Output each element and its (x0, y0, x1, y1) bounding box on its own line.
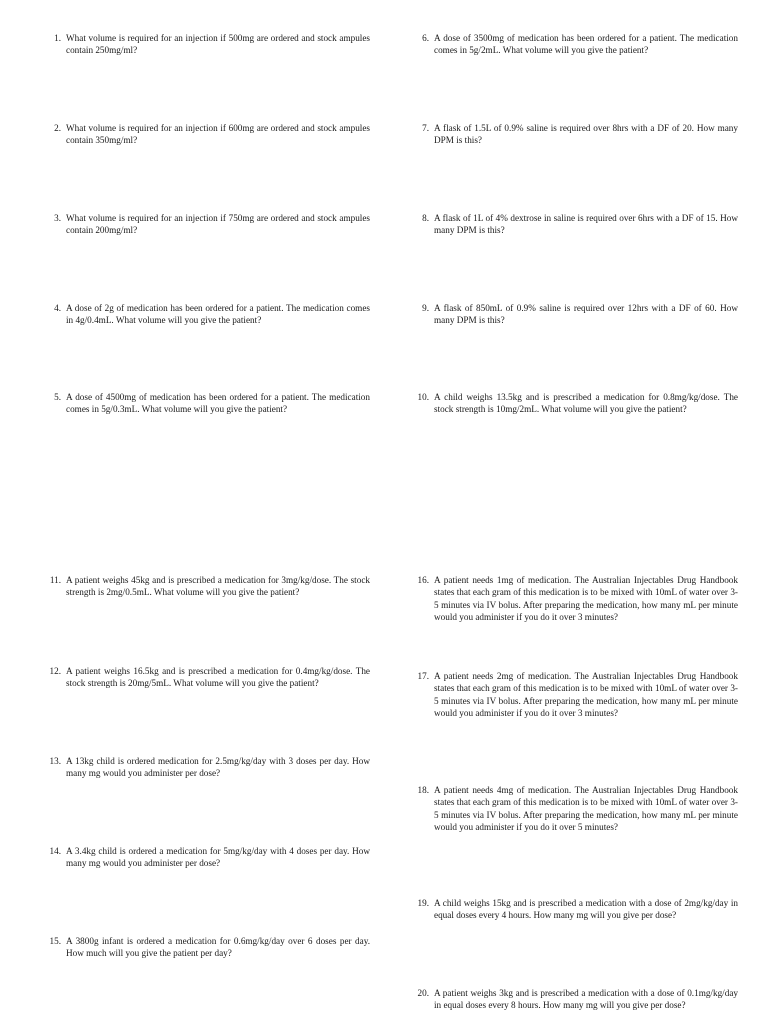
question-text: A flask of 850mL of 0.9% saline is required over 12hrs with a DF of 60. How many DPM is this? (434, 303, 738, 326)
question-number: 11. (49, 575, 61, 585)
question-14 (44, 845, 370, 870)
question-1 (44, 32, 370, 57)
question-number: 3. (54, 213, 61, 223)
question-9 (412, 302, 738, 327)
question-text: A patient weighs 3kg and is prescribed a medication with a dose of 0.1mg/kg/day in equal doses every 8 hours. How many mg will you give per dose? (434, 988, 738, 1011)
question-text: A 3.4kg child is ordered a medication for 5mg/kg/day with 4 doses per day. How many mg would you administer per dose? (66, 846, 370, 869)
question-text: A flask of 1.5L of 0.9% saline is required over 8hrs with a DF of 20. How many DPM is this? (434, 123, 738, 146)
question-5 (44, 391, 370, 416)
question-20 (412, 987, 738, 1012)
question-number: 18. (417, 785, 429, 795)
question-19 (412, 897, 738, 922)
question-number: 10. (417, 392, 429, 402)
question-text: A patient weighs 16.5kg and is prescribed a medication for 0.4mg/kg/dose. The stock strength is 20mg/5mL. What volume will you give the patient? (66, 666, 370, 689)
question-number: 7. (422, 123, 429, 133)
question-text: A dose of 4500mg of medication has been ordered for a patient. The medication comes in 5g/0.3mL. What volume will you give the patient? (66, 392, 370, 415)
question-number: 8. (422, 213, 429, 223)
question-2 (44, 122, 370, 147)
question-11 (44, 574, 370, 599)
question-number: 19. (417, 898, 429, 908)
question-text: A dose of 2g of medication has been ordered for a patient. The medication comes in 4g/0.4mL. What volume will you give the patient? (66, 303, 370, 326)
question-number: 2. (54, 123, 61, 133)
question-16 (412, 574, 738, 623)
question-8 (412, 212, 738, 237)
question-text: A 3800g infant is ordered a medication for 0.6mg/kg/day over 6 doses per day. How much will you give the patient per day? (66, 936, 370, 959)
question-text: A patient needs 1mg of medication. The Australian Injectables Drug Handbook states that each gram of this medication is to be mixed with 10mL of water over 3-5 minutes via IV bolus. After preparing the medication, how many mL per minute would you administer if you do it over 3 minutes? (434, 575, 738, 622)
question-number: 6. (422, 33, 429, 43)
question-number: 13. (49, 756, 61, 766)
question-12 (44, 665, 370, 690)
question-text: A child weighs 13.5kg and is prescribed a medication for 0.8mg/kg/dose. The stock strength is 10mg/2mL. What volume will you give the patient? (434, 392, 738, 415)
question-4 (44, 302, 370, 327)
question-10 (412, 391, 738, 416)
question-number: 4. (54, 303, 61, 313)
question-number: 9. (422, 303, 429, 313)
question-text: What volume is required for an injection if 600mg are ordered and stock ampules contain 350mg/ml? (66, 123, 370, 146)
question-text: What volume is required for an injection if 750mg are ordered and stock ampules contain 200mg/ml? (66, 213, 370, 236)
question-number: 14. (49, 846, 61, 856)
question-text: What volume is required for an injection if 500mg are ordered and stock ampules contain 250mg/ml? (66, 33, 370, 56)
question-6 (412, 32, 738, 57)
question-number: 12. (49, 666, 61, 676)
question-18 (412, 784, 738, 833)
question-text: A patient weighs 45kg and is prescribed a medication for 3mg/kg/dose. The stock strength is 2mg/0.5mL. What volume will you give the patient? (66, 575, 370, 598)
question-text: A 13kg child is ordered medication for 2.5mg/kg/day with 3 doses per day. How many mg would you administer per dose? (66, 756, 370, 779)
question-number: 16. (417, 575, 429, 585)
question-text: A patient needs 2mg of medication. The Australian Injectables Drug Handbook states that each gram of this medication is to be mixed with 10mL of water over 3-5 minutes via IV bolus. After preparing the medication, how many mL per minute would you administer if you do it over 3 minutes? (434, 671, 738, 718)
question-text: A child weighs 15kg and is prescribed a medication with a dose of 2mg/kg/day in equal doses every 4 hours. How many mg will you give per dose? (434, 898, 738, 921)
question-number: 17. (417, 671, 429, 681)
question-number: 5. (54, 392, 61, 402)
question-text: A dose of 3500mg of medication has been ordered for a patient. The medication comes in 5g/2mL. What volume will you give the patient? (434, 33, 738, 56)
question-15 (44, 935, 370, 960)
question-text: A patient needs 4mg of medication. The Australian Injectables Drug Handbook states that each gram of this medication is to be mixed with 10mL of water over 3-5 minutes via IV bolus. After preparing the medication, how many mL per minute would you administer if you do it over 5 minutes? (434, 785, 738, 832)
question-3 (44, 212, 370, 237)
question-13 (44, 755, 370, 780)
question-number: 1. (54, 33, 61, 43)
question-17 (412, 670, 738, 719)
question-number: 15. (49, 936, 61, 946)
question-number: 20. (417, 988, 429, 998)
question-7 (412, 122, 738, 147)
question-text: A flask of 1L of 4% dextrose in saline is required over 6hrs with a DF of 15. How many DPM is this? (434, 213, 738, 236)
